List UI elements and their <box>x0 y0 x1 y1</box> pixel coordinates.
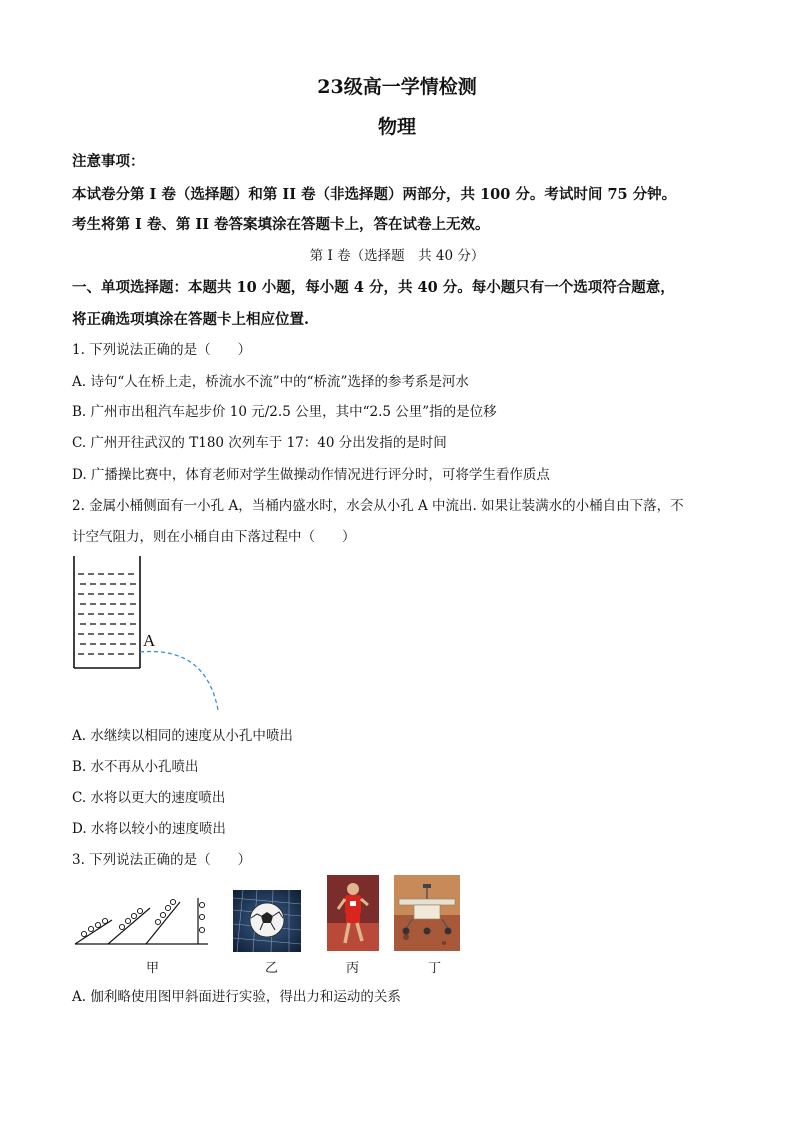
figure-label-jia: 甲 <box>146 961 160 976</box>
notice-line-2: 考生将第 I 卷、第 II 卷答案填涂在答题卡上，答在试卷上无效。 <box>72 216 490 233</box>
bucket-walls <box>74 556 140 668</box>
notice-heading: 注意事项： <box>72 153 145 170</box>
mars-rover-figure <box>394 875 460 951</box>
question-2-stem-line-2: 计空气阻力，则在小桶自由下落过程中（ ） <box>72 529 356 545</box>
subject-title: 物理 <box>377 116 416 138</box>
hole-label: A <box>143 631 156 650</box>
section-instruction-2: 将正确选项填涂在答题卡上相应位置. <box>72 311 310 328</box>
section-instruction-1: 一、单项选择题：本题共 10 小题，每小题 4 分，共 40 分。每小题只有一个选项符合题意， <box>72 279 675 296</box>
bucket-figure <box>66 552 236 722</box>
figure-label-bing: 丙 <box>346 961 360 976</box>
figure-label-yi: 乙 <box>265 961 279 976</box>
question-1-option-c: C. 广州开往武汉的 T180 次列车于 17：40 分出发指的是时间 <box>72 435 447 451</box>
soccer-ball-figure <box>233 890 301 952</box>
notice-line-1: 本试卷分第 I 卷（选择题）和第 II 卷（非选择题）两部分，共 100 分。考试时间 75 分钟。 <box>72 186 677 203</box>
runner-figure <box>327 875 379 951</box>
inclined-planes-figure <box>72 890 212 950</box>
question-3-option-a: A. 伽利略使用图甲斜面进行实验，得出力和运动的关系 <box>72 989 401 1005</box>
section-title: 第 I 卷（选择题 共 40 分） <box>309 248 485 264</box>
question-2-option-b: B. 水不再从小孔喷出 <box>72 759 199 775</box>
question-1-option-a: A. 诗句“人在桥上走，桥流水不流”中的“桥流”选择的参考系是河水 <box>72 374 469 390</box>
question-2-option-a: A. 水继续以相同的速度从小孔中喷出 <box>72 728 293 744</box>
exam-title: 23级高一学情检测 <box>317 76 477 98</box>
question-2-option-d: D. 水将以较小的速度喷出 <box>72 821 226 837</box>
figure-label-ding: 丁 <box>428 961 442 976</box>
question-1-option-d: D. 广播操比赛中，体育老师对学生做操动作情况进行评分时，可将学生看作质点 <box>72 467 550 483</box>
question-3-stem: 3. 下列说法正确的是（ ） <box>72 852 252 868</box>
water-jet-curve <box>140 651 218 710</box>
water-dashes <box>78 574 137 654</box>
question-2-stem-line-1: 2. 金属小桶侧面有一小孔 A，当桶内盛水时，水会从小孔 A 中流出. 如果让装满水的小桶自由下落，不 <box>72 498 684 514</box>
question-1-stem: 1. 下列说法正确的是（ ） <box>72 342 252 358</box>
question-1-option-b: B. 广州市出租汽车起步价 10 元/2.5 公里，其中“2.5 公里”指的是位移 <box>72 404 497 420</box>
question-2-option-c: C. 水将以更大的速度喷出 <box>72 790 226 806</box>
